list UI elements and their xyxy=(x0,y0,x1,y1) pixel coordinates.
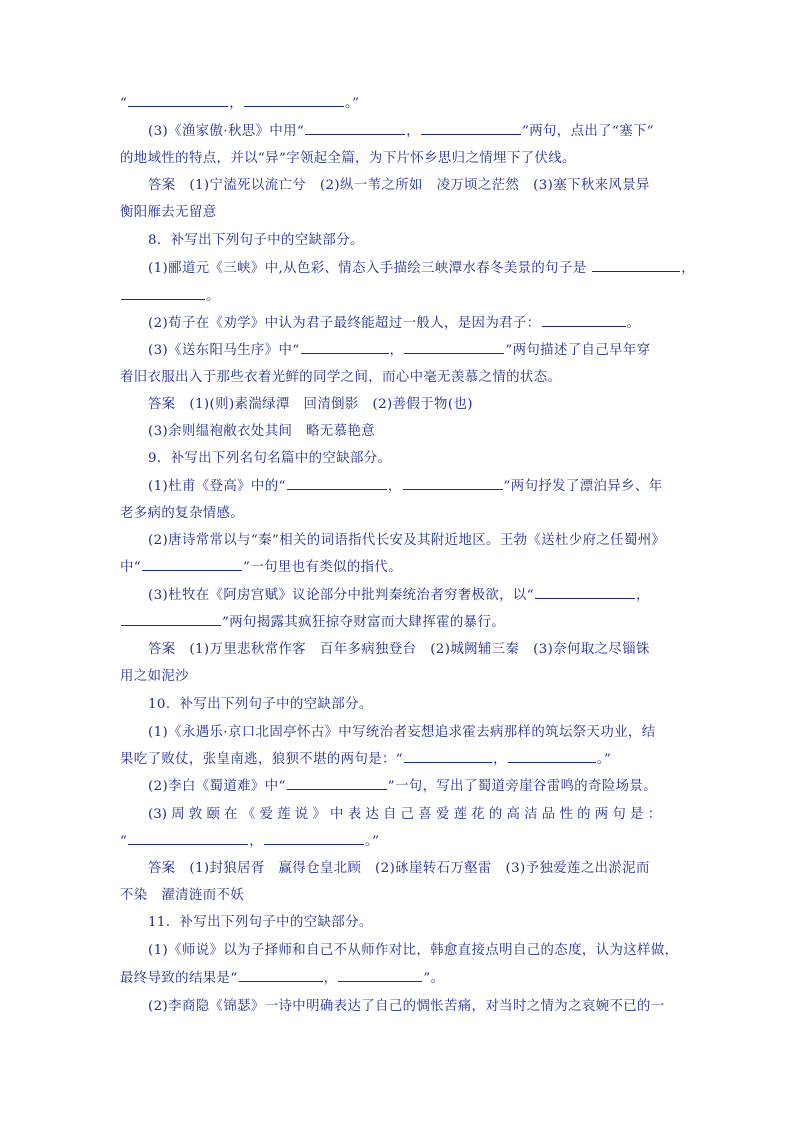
fill-blank xyxy=(244,91,344,107)
fill-blank xyxy=(542,311,626,327)
text-span: 。” xyxy=(365,834,380,849)
text-span: ， xyxy=(229,96,244,111)
text-span: ， xyxy=(249,834,264,849)
text-span: 果吃了败仗，张皇南逃，狼狈不堪的两句是：“ xyxy=(120,752,404,767)
text-span: ， xyxy=(323,971,338,986)
question-heading: 10．补写出下列句子中的空缺部分。 xyxy=(148,697,373,712)
fill-blank xyxy=(287,474,387,490)
text-line xyxy=(120,829,379,855)
text-span: ”两句，点出了“塞下” xyxy=(521,124,655,139)
text-line: (3) 周 敦 颐 在 《 爱 莲 说 》 中 表 达 自 己 喜 爱 莲 花 的 高 洁 品 性 的 两 句 是 ： xyxy=(148,807,662,822)
text-span: 。 xyxy=(626,316,641,331)
text-line: (2)唐诗常常以与“秦”相关的词语指代长安及其附近地区。王勃《送杜少府之任蜀州》 xyxy=(148,533,666,548)
text-span: ， xyxy=(387,479,402,494)
fill-blank xyxy=(264,829,364,845)
text-line: 的地域性的特点，并以“异”字领起全篇，为下片怀乡思归之情埋下了伏线。 xyxy=(120,151,576,166)
fill-blank xyxy=(421,119,521,135)
answer-line: 答案 (1)封狼居胥 赢得仓皇北顾 (2)砯崖转石万壑雷 (3)予独爱莲之出淤泥而 xyxy=(148,861,650,876)
text-line xyxy=(120,91,359,117)
text-span: 中“ xyxy=(120,560,142,575)
text-line xyxy=(120,966,444,992)
fill-blank xyxy=(404,747,492,763)
text-line: 用之如泥沙 xyxy=(120,669,189,684)
fill-blank xyxy=(301,338,389,354)
text-span: 。” xyxy=(596,752,612,767)
fill-blank xyxy=(403,474,503,490)
text-line xyxy=(148,583,650,609)
fill-blank xyxy=(142,555,242,571)
fill-blank xyxy=(535,583,635,599)
question-heading: 9．补写出下列名句名篇中的空缺部分。 xyxy=(148,451,392,466)
text-line: 衡阳雁去无留意 xyxy=(120,205,217,220)
text-span: ， xyxy=(406,124,420,139)
text-span: ， xyxy=(635,588,650,603)
text-span: (1)杜甫《登高》中的“ xyxy=(148,479,286,494)
text-span: ”两句抒发了漂泊异乡、年 xyxy=(503,479,663,494)
fill-blank xyxy=(287,774,387,790)
answer-line: 答案 (1)万里悲秋常作客 百年多病独登台 (2)城阙辅三秦 (3)奈何取之尽锱铢 xyxy=(148,642,650,657)
text-span: ”两句描述了自己早年穿 xyxy=(505,343,651,358)
text-line xyxy=(148,474,663,500)
fill-blank xyxy=(305,119,405,135)
question-heading: 8．补写出下列句子中的空缺部分。 xyxy=(148,233,364,248)
text-line xyxy=(120,747,611,773)
text-line: 着旧衣服出入于那些衣着光鲜的同学之间，而心中毫无羡慕之情的状态。 xyxy=(120,370,562,385)
text-span: ”一句，写出了蜀道旁崖谷雷鸣的奇险场景。 xyxy=(387,779,658,794)
answer-line: 答案 (1)宁溘死以流亡兮 (2)纵一苇之所如 凌万顷之茫然 (3)塞下秋来风景异 xyxy=(148,178,650,193)
fill-blank xyxy=(338,966,422,982)
text-line xyxy=(148,119,654,145)
fill-blank xyxy=(128,91,228,107)
text-span: ”。 xyxy=(423,971,445,986)
fill-blank xyxy=(592,256,680,272)
text-span: ”两句揭露其疯狂掠夺财富而大肆挥霍的暴行。 xyxy=(222,615,506,630)
text-span: 。 xyxy=(206,289,220,304)
text-span: (3)杜牧在《阿房宫赋》议论部分中批判秦统治者穷奢极欲，以“ xyxy=(148,588,534,603)
fill-blank xyxy=(128,829,248,845)
text-line: (1)《永遇乐·京口北固亭怀古》中写统治者妄想追求霍去病那样的筑坛祭天功业，结 xyxy=(148,725,656,740)
text-span: ， xyxy=(493,752,507,767)
text-line xyxy=(120,610,505,636)
text-span: ， xyxy=(681,261,696,276)
text-span: (2)李白《蜀道难》中“ xyxy=(148,779,286,794)
answer-line: 答案 (1)(则)素湍绿潭 回清倒影 (2)善假于物(也) xyxy=(148,397,473,412)
text-line xyxy=(148,311,640,337)
text-line xyxy=(120,555,402,581)
text-line xyxy=(120,284,220,310)
fill-blank xyxy=(404,338,504,354)
answer-line: (3)余则缊袍敝衣处其间 略无慕艳意 xyxy=(148,424,376,439)
text-span: 最终导致的结果是“ xyxy=(120,971,238,986)
text-span: “ xyxy=(120,96,128,111)
text-line xyxy=(148,256,695,282)
text-line: (1)《师说》以为子择师和自己不从师作对比，韩愈直接点明自己的态度，认为这样做， xyxy=(148,943,679,958)
text-span: “ xyxy=(120,834,128,849)
text-line xyxy=(148,774,657,800)
text-span: ， xyxy=(389,343,404,358)
fill-blank xyxy=(239,966,323,982)
text-span: (1)郦道元《三峡》中,从色彩、情态入手描绘三峡潭水春冬美景的句子是 xyxy=(148,261,587,276)
fill-blank xyxy=(121,610,221,626)
text-line: (2)李商隐《锦瑟》一诗中明确表达了自己的惆怅苦痛，对当时之情为之哀婉不已的一 xyxy=(148,999,665,1014)
text-span: (3)《渔家傲·秋思》中用“ xyxy=(148,124,305,139)
text-span: (3)《送东阳马生序》中“ xyxy=(148,343,300,358)
text-span: 。” xyxy=(345,96,360,111)
text-line xyxy=(148,338,650,364)
fill-blank xyxy=(121,284,205,300)
text-span: ”一句里也有类似的指代。 xyxy=(243,560,402,575)
text-line: 不染 濯清涟而不妖 xyxy=(120,888,245,903)
fill-blank xyxy=(508,747,596,763)
question-heading: 11．补写出下列句子中的空缺部分。 xyxy=(148,915,373,930)
text-line: 老多病的复杂情感。 xyxy=(120,506,245,521)
text-span: (2)荀子在《劝学》中认为君子最终能超过一般人，是因为君子： xyxy=(148,316,541,331)
